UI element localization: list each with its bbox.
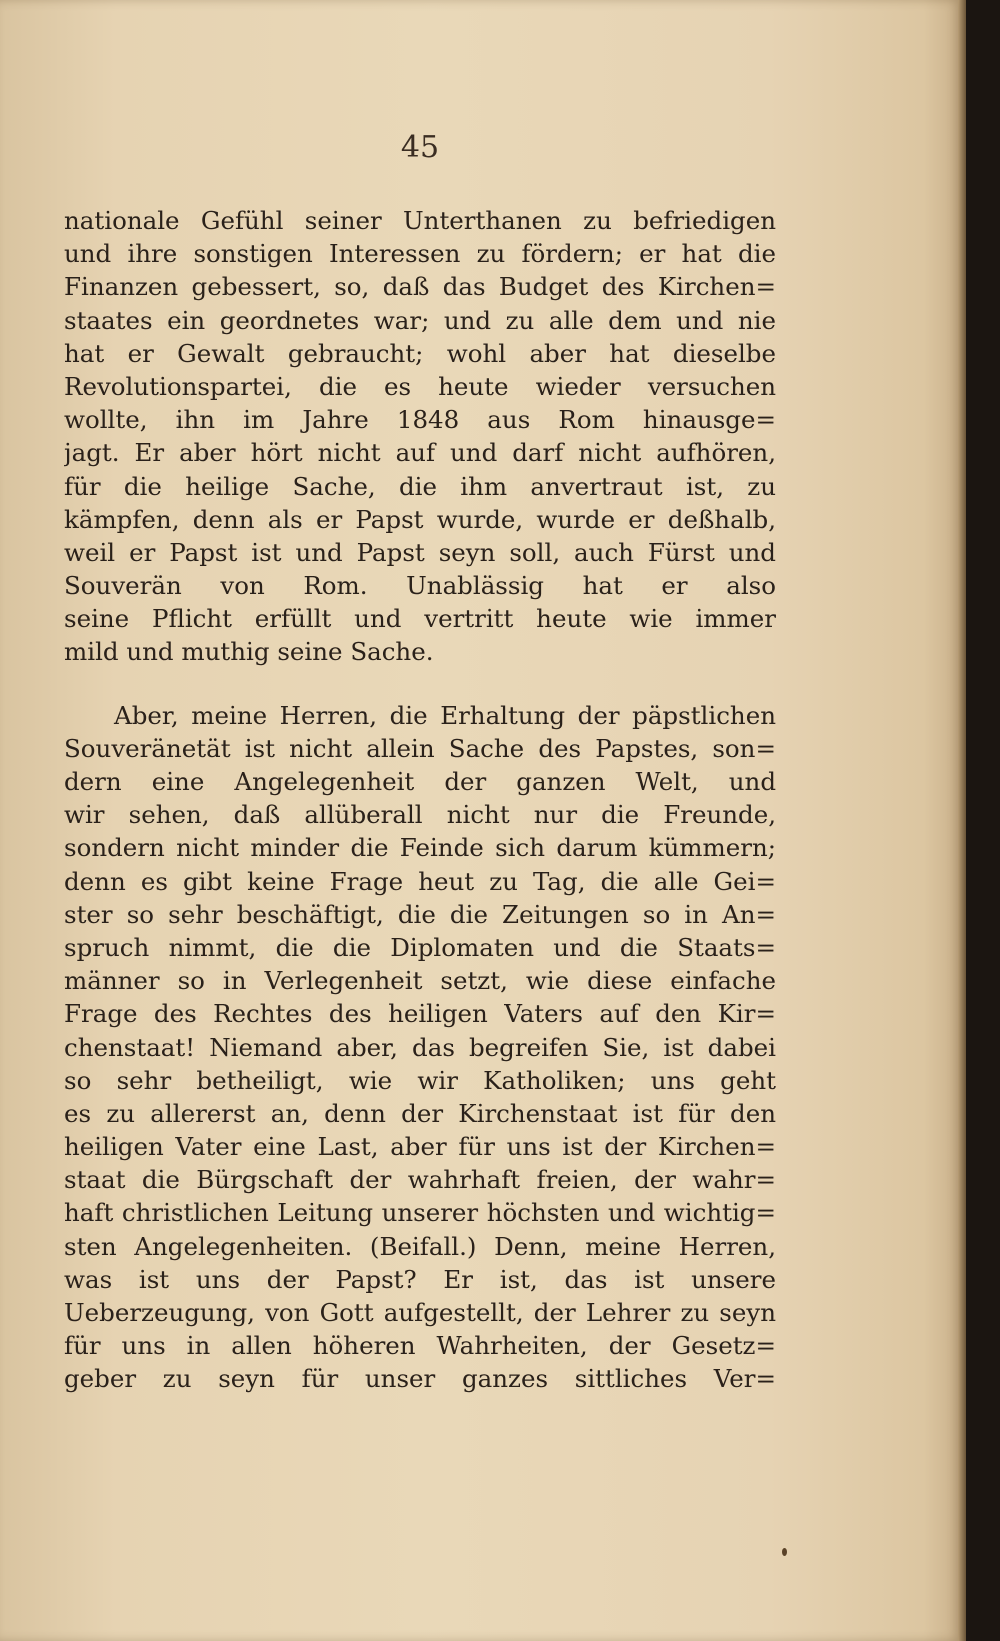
page-edge: [958, 0, 966, 1641]
text-line: Souverän von Rom. Unablässig hat er also: [64, 571, 776, 601]
paragraph-1: [64, 204, 776, 669]
text-line: denn es gibt keine Frage heut zu Tag, die alle Gei=: [64, 866, 776, 896]
text-line: weil er Papst ist und Papst seyn soll, auch Fürst und: [64, 537, 776, 567]
text-line: dern eine Angelegenheit der ganzen Welt, und: [64, 767, 776, 796]
text-line: staates ein geordnetes war; und zu alle dem und nie: [64, 305, 776, 335]
text-line: sten Angelegenheiten. (Beifall.) Denn, meine Herren,: [64, 1231, 776, 1261]
text-line: was ist uns der Papst? Er ist, das ist unsere: [64, 1264, 776, 1294]
text-line: Revolutionspartei, die es heute wieder versuchen: [64, 371, 776, 401]
text-line: wir sehen, daß allüberall nicht nur die Freunde,: [64, 800, 776, 830]
text-line: und ihre sonstigen Interessen zu fördern; er hat die: [64, 239, 776, 269]
text-line: mild und muthig seine Sache.: [64, 637, 434, 667]
text-line: Ueberzeugung, von Gott aufgestellt, der Lehrer zu seyn: [64, 1298, 776, 1327]
text-line: heiligen Vater eine Last, aber für uns ist der Kirchen=: [64, 1132, 776, 1162]
body-text: [64, 204, 776, 1396]
text-line: spruch nimmt, die die Diplomaten und die Staats=: [64, 932, 776, 962]
page-number: 45: [400, 130, 440, 165]
text-line: für uns in allen höheren Wahrheiten, der Gesetz=: [64, 1331, 776, 1361]
text-line: hat er Gewalt gebraucht; wohl aber hat dieselbe: [64, 338, 776, 368]
text-line: so sehr betheiligt, wie wir Katholiken; uns geht: [64, 1065, 776, 1095]
text-line: haft christlichen Leitung unserer höchsten und wichtig=: [64, 1198, 776, 1228]
text-line: Souveränetät ist nicht allein Sache des Papstes, son=: [64, 733, 776, 763]
text-line: Finanzen gebessert, so, daß das Budget des Kirchen=: [64, 272, 776, 302]
text-line: wollte, ihn im Jahre 1848 aus Rom hinausge=: [64, 405, 776, 435]
text-line: ster so sehr beschäftigt, die die Zeitungen so in An=: [64, 899, 776, 929]
text-line: sondern nicht minder die Feinde sich darum kümmern;: [64, 833, 776, 863]
paragraph-gap: [64, 669, 776, 699]
text-line: chenstaat! Niemand aber, das begreifen Sie, ist dabei: [64, 1032, 776, 1062]
paragraph-2: [64, 699, 776, 1396]
text-line: es zu allererst an, denn der Kirchenstaat ist für den: [64, 1098, 776, 1128]
text-line: staat die Bürgschaft der wahrhaft freien, der wahr=: [64, 1165, 776, 1195]
text-line: kämpfen, denn als er Papst wurde, wurde er deßhalb,: [64, 504, 776, 534]
text-line: nationale Gefühl seiner Unterthanen zu befriedigen: [64, 206, 776, 235]
text-line: Frage des Rechtes des heiligen Vaters auf den Kir=: [64, 999, 776, 1029]
text-line: geber zu seyn für unser ganzes sittliches Ver=: [64, 1364, 776, 1394]
ink-spot: [782, 1548, 787, 1556]
text-line: seine Pflicht erfüllt und vertritt heute wie immer: [64, 604, 776, 634]
text-line: jagt. Er aber hört nicht auf und darf nicht aufhören,: [64, 438, 776, 468]
text-line: männer so in Verlegenheit setzt, wie diese einfache: [64, 966, 776, 996]
text-line: für die heilige Sache, die ihm anvertraut ist, zu: [64, 471, 776, 501]
text-line: Aber, meine Herren, die Erhaltung der päpstlichen: [114, 700, 776, 730]
